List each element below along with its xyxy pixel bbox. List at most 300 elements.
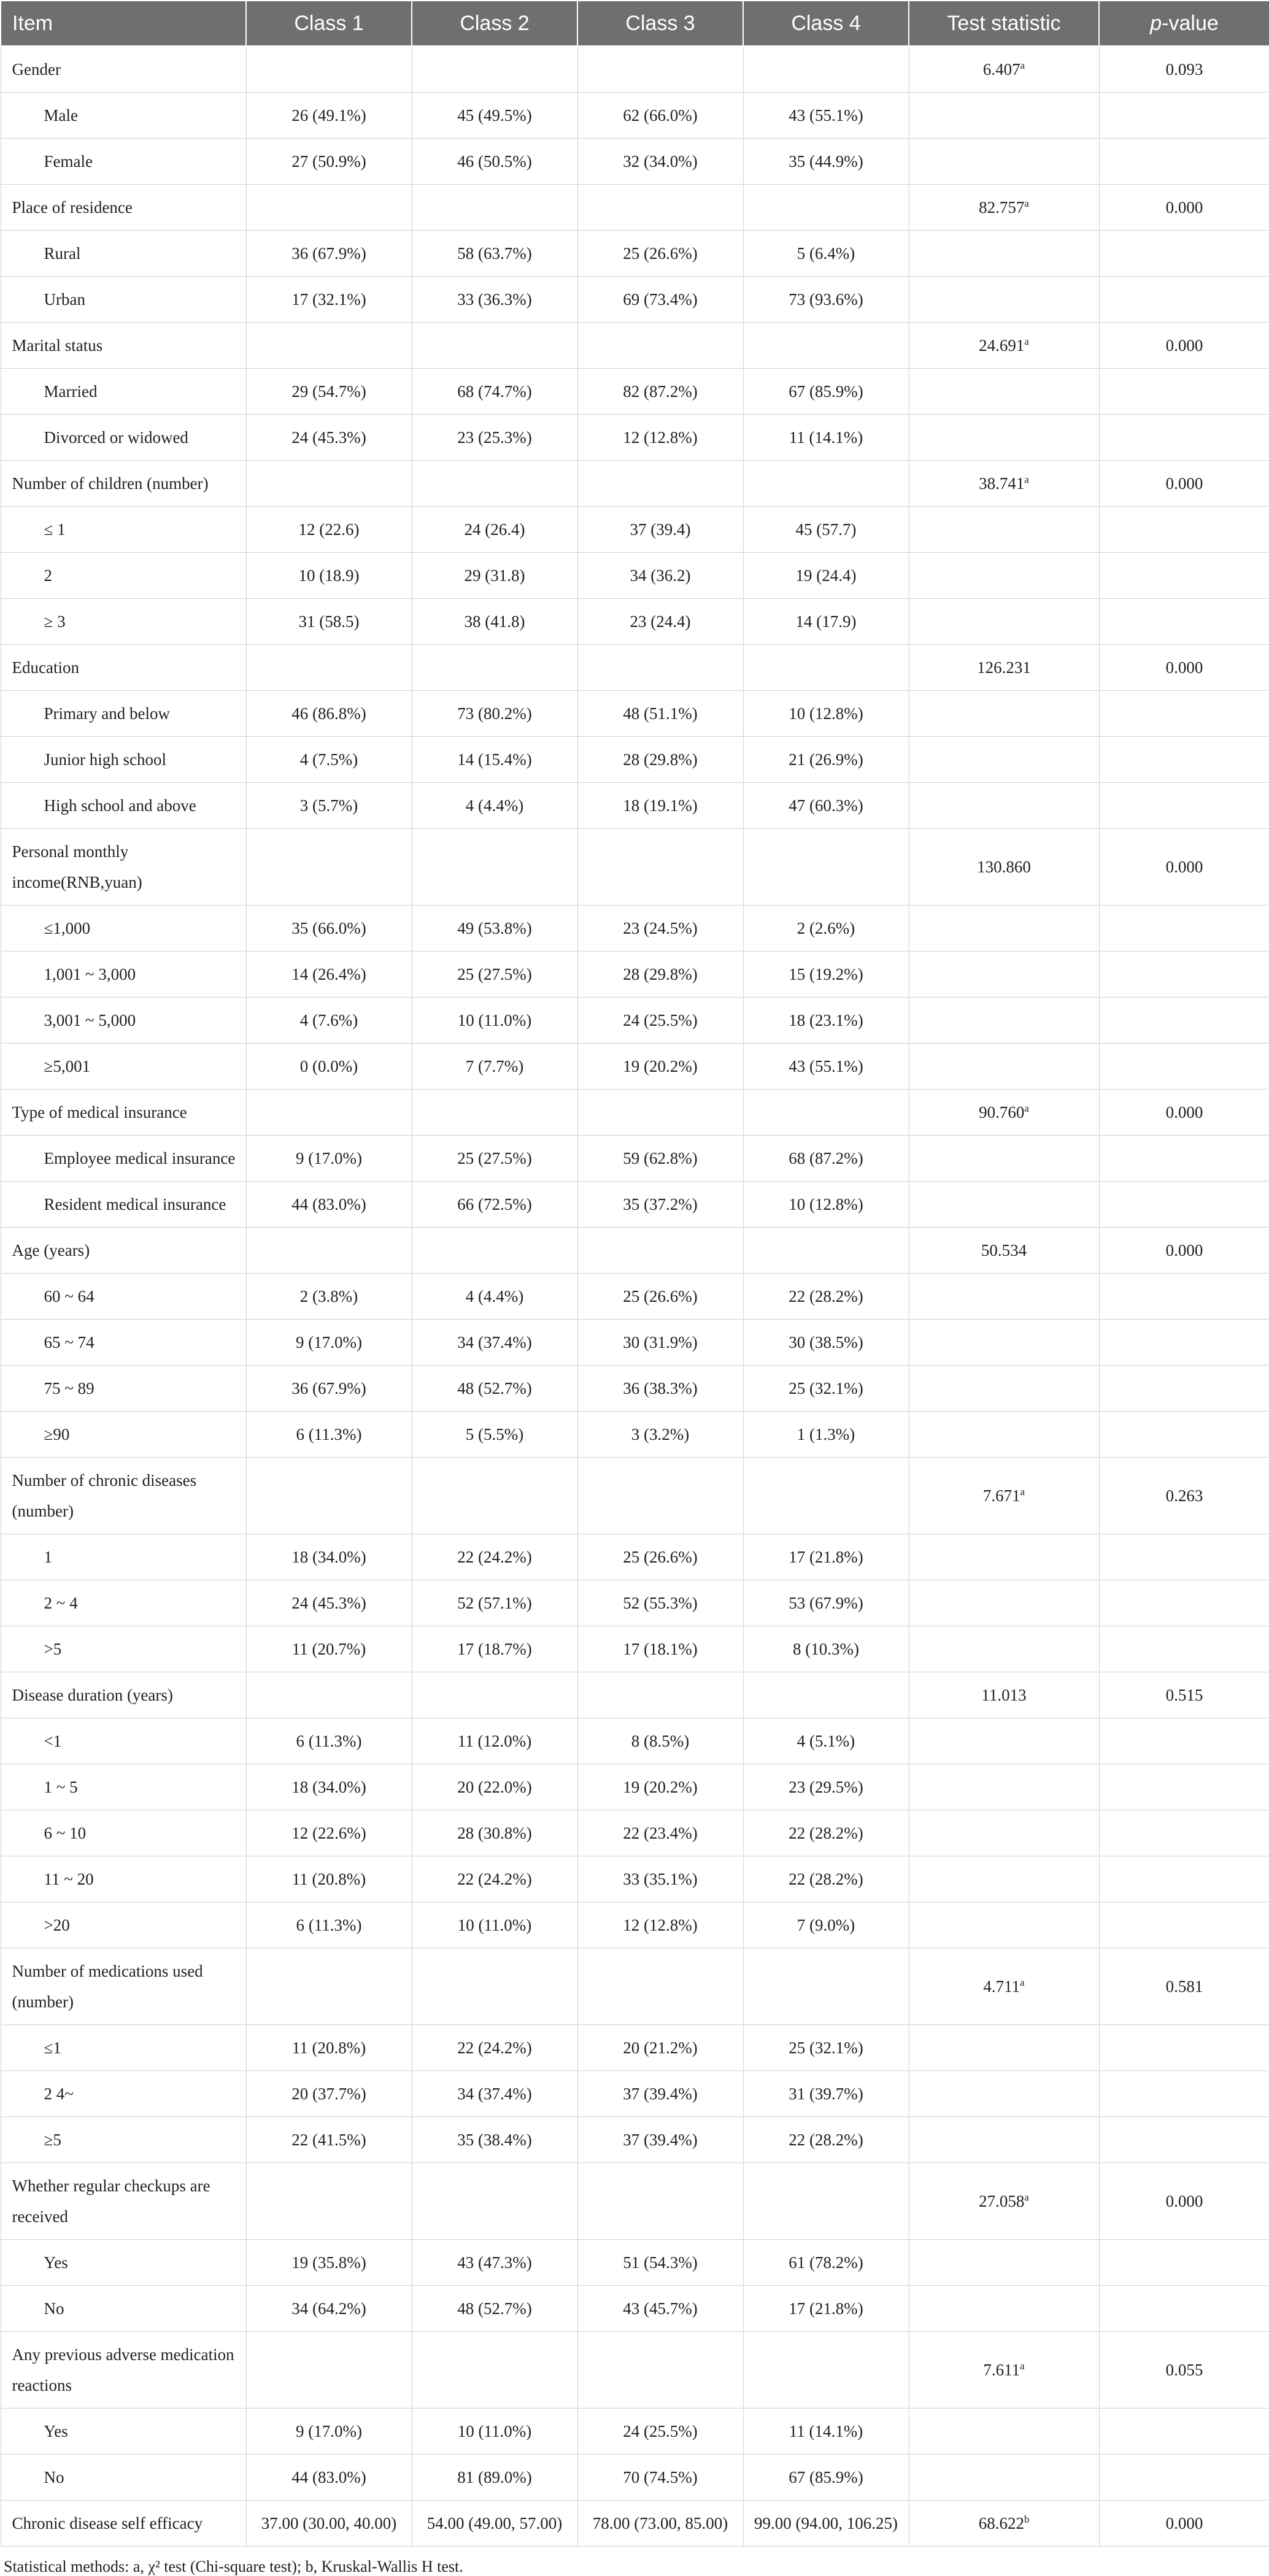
class-4-cell: 43 (55.1%): [743, 1044, 909, 1090]
class-1-cell: 37.00 (30.00, 40.00): [246, 2501, 412, 2547]
class-4-cell: 99.00 (94.00, 106.25): [743, 2501, 909, 2547]
group-label: Marital status: [1, 323, 246, 369]
test-statistic-value: 82.757: [979, 198, 1025, 217]
class-3-cell: 33 (35.1%): [577, 1856, 743, 1902]
class-2-cell: 7 (7.7%): [412, 1044, 577, 1090]
group-label: Personal monthly income(RNB,yuan): [1, 829, 246, 905]
class-4-cell: 10 (12.8%): [743, 691, 909, 737]
group-row: [1, 185, 1269, 231]
test-statistic-value: 38.741: [979, 474, 1025, 493]
empty-cell: [1099, 415, 1269, 461]
empty-cell: [1099, 1718, 1269, 1764]
table-body: [1, 46, 1269, 2547]
class-3-cell: 78.00 (73.00, 85.00): [577, 2501, 743, 2547]
empty-cell: [577, 2332, 743, 2409]
class-2-cell: 14 (15.4%): [412, 737, 577, 783]
empty-cell: [909, 998, 1099, 1044]
class-4-cell: 68 (87.2%): [743, 1136, 909, 1182]
class-4-cell: 15 (19.2%): [743, 952, 909, 998]
test-statistic-superscript: a: [1024, 336, 1029, 347]
group-label: Age (years): [1, 1228, 246, 1274]
class-1-cell: 20 (37.7%): [246, 2071, 412, 2117]
table-row: [1, 2409, 1269, 2455]
class-2-cell: 22 (24.2%): [412, 2025, 577, 2071]
class-3-cell: 36 (38.3%): [577, 1366, 743, 1412]
class-1-cell: 6 (11.3%): [246, 1412, 412, 1458]
table-row: [1, 1412, 1269, 1458]
p-value: 0.000: [1099, 461, 1269, 507]
empty-cell: [412, 1948, 577, 2025]
class-3-cell: 62 (66.0%): [577, 93, 743, 139]
group-row: [1, 1090, 1269, 1136]
header-item: Item: [1, 1, 246, 46]
class-4-cell: 5 (6.4%): [743, 231, 909, 277]
header-class-1: Class 1: [246, 1, 412, 46]
class-4-cell: 22 (28.2%): [743, 2117, 909, 2163]
row-label: Female: [1, 139, 246, 185]
table-row: [1, 2025, 1269, 2071]
class-2-cell: 81 (89.0%): [412, 2455, 577, 2501]
table-row: [1, 1718, 1269, 1764]
class-2-cell: 25 (27.5%): [412, 952, 577, 998]
p-value: 0.000: [1099, 645, 1269, 691]
empty-cell: [909, 1044, 1099, 1090]
class-2-cell: 20 (22.0%): [412, 1764, 577, 1810]
empty-cell: [909, 2455, 1099, 2501]
table-row: [1, 415, 1269, 461]
test-statistic-superscript: b: [1024, 2513, 1030, 2525]
class-3-cell: 82 (87.2%): [577, 369, 743, 415]
class-1-cell: 0 (0.0%): [246, 1044, 412, 1090]
row-label: ≤1: [1, 2025, 246, 2071]
table-row: [1, 1136, 1269, 1182]
row-label: No: [1, 2455, 246, 2501]
test-statistic: [909, 2332, 1099, 2409]
empty-cell: [909, 1534, 1099, 1580]
class-3-cell: 34 (36.2): [577, 553, 743, 599]
class-2-cell: 4 (4.4%): [412, 1274, 577, 1320]
table-row: [1, 1626, 1269, 1672]
group-label: Number of children (number): [1, 461, 246, 507]
class-1-cell: 44 (83.0%): [246, 2455, 412, 2501]
test-statistic-superscript: a: [1020, 2360, 1025, 2372]
table-row: [1, 691, 1269, 737]
row-label: Yes: [1, 2409, 246, 2455]
row-label: Rural: [1, 231, 246, 277]
empty-cell: [909, 507, 1099, 553]
class-3-cell: 35 (37.2%): [577, 1182, 743, 1228]
row-label: Married: [1, 369, 246, 415]
class-1-cell: 29 (54.7%): [246, 369, 412, 415]
table-row: [1, 905, 1269, 952]
class-4-cell: 23 (29.5%): [743, 1764, 909, 1810]
class-1-cell: 36 (67.9%): [246, 1366, 412, 1412]
empty-cell: [909, 2409, 1099, 2455]
p-value: 0.000: [1099, 323, 1269, 369]
class-3-cell: 30 (31.9%): [577, 1320, 743, 1366]
empty-cell: [577, 323, 743, 369]
empty-cell: [909, 1718, 1099, 1764]
test-statistic-superscript: a: [1020, 1486, 1025, 1498]
empty-cell: [1099, 93, 1269, 139]
class-2-cell: 29 (31.8): [412, 553, 577, 599]
row-label: 1,001 ~ 3,000: [1, 952, 246, 998]
empty-cell: [1099, 1274, 1269, 1320]
empty-cell: [1099, 2409, 1269, 2455]
class-1-cell: 4 (7.5%): [246, 737, 412, 783]
empty-cell: [1099, 2025, 1269, 2071]
class-2-cell: 48 (52.7%): [412, 1366, 577, 1412]
group-label: Disease duration (years): [1, 1672, 246, 1718]
empty-cell: [246, 323, 412, 369]
class-4-cell: 25 (32.1%): [743, 1366, 909, 1412]
empty-cell: [246, 2163, 412, 2240]
group-label: Any previous adverse medication reactions: [1, 2332, 246, 2409]
class-1-cell: 10 (18.9): [246, 553, 412, 599]
class-3-cell: 25 (26.6%): [577, 231, 743, 277]
test-statistic-superscript: a: [1024, 474, 1029, 485]
class-2-cell: 58 (63.7%): [412, 231, 577, 277]
empty-cell: [1099, 1182, 1269, 1228]
class-1-cell: 4 (7.6%): [246, 998, 412, 1044]
test-statistic-value: 7.671: [982, 1486, 1020, 1505]
class-1-cell: 36 (67.9%): [246, 231, 412, 277]
row-label: 3,001 ~ 5,000: [1, 998, 246, 1044]
table-row: [1, 599, 1269, 645]
table-header: [1, 1, 1269, 46]
class-4-cell: 2 (2.6%): [743, 905, 909, 952]
empty-cell: [743, 1228, 909, 1274]
class-1-cell: 34 (64.2%): [246, 2286, 412, 2332]
class-1-cell: 27 (50.9%): [246, 139, 412, 185]
empty-cell: [909, 369, 1099, 415]
empty-cell: [743, 461, 909, 507]
empty-cell: [909, 2286, 1099, 2332]
table-row: [1, 998, 1269, 1044]
p-value: 0.000: [1099, 2163, 1269, 2240]
empty-cell: [1099, 1136, 1269, 1182]
group-row: [1, 46, 1269, 93]
empty-cell: [909, 1856, 1099, 1902]
row-label: Employee medical insurance: [1, 1136, 246, 1182]
row-label: ≥90: [1, 1412, 246, 1458]
class-1-cell: 14 (26.4%): [246, 952, 412, 998]
class-2-cell: 68 (74.7%): [412, 369, 577, 415]
empty-cell: [909, 1320, 1099, 1366]
row-label: ≤1,000: [1, 905, 246, 952]
table-row: [1, 277, 1269, 323]
row-label: No: [1, 2286, 246, 2332]
empty-cell: [909, 1626, 1099, 1672]
class-3-cell: 19 (20.2%): [577, 1764, 743, 1810]
class-2-cell: 33 (36.3%): [412, 277, 577, 323]
empty-cell: [1099, 1810, 1269, 1856]
test-statistic-value: 50.534: [981, 1241, 1027, 1259]
empty-cell: [909, 1810, 1099, 1856]
empty-cell: [909, 553, 1099, 599]
table-row: [1, 952, 1269, 998]
empty-cell: [1099, 553, 1269, 599]
empty-cell: [1099, 2117, 1269, 2163]
test-statistic-value: 6.407: [982, 60, 1020, 79]
table-row: [1, 1764, 1269, 1810]
empty-cell: [909, 1366, 1099, 1412]
empty-cell: [412, 185, 577, 231]
empty-cell: [412, 46, 577, 93]
class-2-cell: 11 (12.0%): [412, 1718, 577, 1764]
class-4-cell: 31 (39.7%): [743, 2071, 909, 2117]
empty-cell: [909, 1580, 1099, 1626]
row-label: >20: [1, 1902, 246, 1948]
class-1-cell: 6 (11.3%): [246, 1902, 412, 1948]
test-statistic-value: 24.691: [979, 336, 1025, 355]
class-4-cell: 21 (26.9%): [743, 737, 909, 783]
class-1-cell: 22 (41.5%): [246, 2117, 412, 2163]
header-p-suffix: -value: [1162, 11, 1219, 35]
class-4-cell: 11 (14.1%): [743, 2409, 909, 2455]
class-3-cell: 12 (12.8%): [577, 1902, 743, 1948]
table-row: [1, 2071, 1269, 2117]
class-4-cell: 61 (78.2%): [743, 2240, 909, 2286]
class-4-cell: 11 (14.1%): [743, 415, 909, 461]
empty-cell: [1099, 737, 1269, 783]
self-efficacy-label: Chronic disease self efficacy: [1, 2501, 246, 2547]
empty-cell: [1099, 369, 1269, 415]
row-label: ≥ 3: [1, 599, 246, 645]
row-label: Urban: [1, 277, 246, 323]
class-2-cell: 4 (4.4%): [412, 783, 577, 829]
table-row: [1, 1044, 1269, 1090]
footnote: Statistical methods: a, χ² test (Chi-square test); b, Kruskal-Wallis H test.: [4, 2558, 463, 2575]
class-1-cell: 2 (3.8%): [246, 1274, 412, 1320]
group-label: Type of medical insurance: [1, 1090, 246, 1136]
class-2-cell: 22 (24.2%): [412, 1534, 577, 1580]
group-row: [1, 1458, 1269, 1534]
empty-cell: [909, 93, 1099, 139]
class-3-cell: 28 (29.8%): [577, 737, 743, 783]
test-statistic: [909, 323, 1099, 369]
class-1-cell: 9 (17.0%): [246, 1136, 412, 1182]
empty-cell: [1099, 1902, 1269, 1948]
empty-cell: [909, 2071, 1099, 2117]
class-2-cell: 66 (72.5%): [412, 1182, 577, 1228]
p-value: 0.000: [1099, 829, 1269, 905]
test-statistic: [909, 645, 1099, 691]
empty-cell: [246, 645, 412, 691]
header-p-letter: p: [1150, 11, 1162, 35]
table-row: [1, 1320, 1269, 1366]
class-3-cell: 37 (39.4%): [577, 2071, 743, 2117]
class-1-cell: 12 (22.6): [246, 507, 412, 553]
test-statistic-value: 4.711: [983, 1977, 1020, 1996]
class-1-cell: 11 (20.8%): [246, 1856, 412, 1902]
empty-cell: [412, 1672, 577, 1718]
row-label: 6 ~ 10: [1, 1810, 246, 1856]
class-2-cell: 52 (57.1%): [412, 1580, 577, 1626]
row-label: 75 ~ 89: [1, 1366, 246, 1412]
class-2-cell: 5 (5.5%): [412, 1412, 577, 1458]
table-row: [1, 1580, 1269, 1626]
row-label: 1: [1, 1534, 246, 1580]
empty-cell: [909, 599, 1099, 645]
p-value: 0.263: [1099, 1458, 1269, 1534]
class-1-cell: 26 (49.1%): [246, 93, 412, 139]
empty-cell: [909, 2025, 1099, 2071]
class-3-cell: 32 (34.0%): [577, 139, 743, 185]
empty-cell: [743, 1090, 909, 1136]
class-3-cell: 24 (25.5%): [577, 998, 743, 1044]
class-1-cell: 19 (35.8%): [246, 2240, 412, 2286]
empty-cell: [1099, 1320, 1269, 1366]
empty-cell: [1099, 2455, 1269, 2501]
table-row: [1, 369, 1269, 415]
class-3-cell: 17 (18.1%): [577, 1626, 743, 1672]
class-3-cell: 3 (3.2%): [577, 1412, 743, 1458]
class-1-cell: 18 (34.0%): [246, 1534, 412, 1580]
test-statistic-superscript: a: [1020, 60, 1025, 71]
class-3-cell: 70 (74.5%): [577, 2455, 743, 2501]
test-statistic-value: 130.860: [977, 858, 1031, 876]
empty-cell: [1099, 599, 1269, 645]
group-label: Number of chronic diseases (number): [1, 1458, 246, 1534]
empty-cell: [743, 829, 909, 905]
empty-cell: [246, 1458, 412, 1534]
class-3-cell: 37 (39.4): [577, 507, 743, 553]
empty-cell: [577, 185, 743, 231]
header-row: [1, 1, 1269, 46]
class-4-cell: 22 (28.2%): [743, 1856, 909, 1902]
row-label: 1 ~ 5: [1, 1764, 246, 1810]
empty-cell: [246, 185, 412, 231]
class-4-cell: 25 (32.1%): [743, 2025, 909, 2071]
empty-cell: [743, 2163, 909, 2240]
class-3-cell: 22 (23.4%): [577, 1810, 743, 1856]
class-4-cell: 22 (28.2%): [743, 1810, 909, 1856]
class-4-cell: 7 (9.0%): [743, 1902, 909, 1948]
class-3-cell: 52 (55.3%): [577, 1580, 743, 1626]
empty-cell: [1099, 2286, 1269, 2332]
class-2-cell: 73 (80.2%): [412, 691, 577, 737]
class-1-cell: 31 (58.5): [246, 599, 412, 645]
row-label: Yes: [1, 2240, 246, 2286]
class-4-cell: 19 (24.4): [743, 553, 909, 599]
test-statistic-value: 7.611: [983, 2361, 1020, 2379]
group-label: Whether regular checkups are received: [1, 2163, 246, 2240]
table-row: [1, 507, 1269, 553]
test-statistic: [909, 1458, 1099, 1534]
empty-cell: [743, 1458, 909, 1534]
class-1-cell: 6 (11.3%): [246, 1718, 412, 1764]
row-label: ≤ 1: [1, 507, 246, 553]
test-statistic: [909, 1090, 1099, 1136]
class-1-cell: 46 (86.8%): [246, 691, 412, 737]
group-label: Number of medications used (number): [1, 1948, 246, 2025]
class-4-cell: 17 (21.8%): [743, 2286, 909, 2332]
class-2-cell: 17 (18.7%): [412, 1626, 577, 1672]
table-row: [1, 1856, 1269, 1902]
group-label: Education: [1, 645, 246, 691]
empty-cell: [1099, 952, 1269, 998]
empty-cell: [909, 691, 1099, 737]
class-1-cell: 35 (66.0%): [246, 905, 412, 952]
test-statistic-superscript: a: [1020, 1977, 1025, 1988]
row-label: Primary and below: [1, 691, 246, 737]
table-row: [1, 139, 1269, 185]
empty-cell: [246, 461, 412, 507]
group-row: [1, 1948, 1269, 2025]
row-label: <1: [1, 1718, 246, 1764]
class-2-cell: 34 (37.4%): [412, 1320, 577, 1366]
class-3-cell: 59 (62.8%): [577, 1136, 743, 1182]
table-row: [1, 1902, 1269, 1948]
class-2-cell: 35 (38.4%): [412, 2117, 577, 2163]
row-label: 2 ~ 4: [1, 1580, 246, 1626]
test-statistic: [909, 461, 1099, 507]
class-2-cell: 22 (24.2%): [412, 1856, 577, 1902]
class-2-cell: 10 (11.0%): [412, 1902, 577, 1948]
row-label: 2 4~: [1, 2071, 246, 2117]
group-row: [1, 829, 1269, 905]
class-1-cell: 11 (20.7%): [246, 1626, 412, 1672]
class-3-cell: 69 (73.4%): [577, 277, 743, 323]
empty-cell: [1099, 2240, 1269, 2286]
row-label: >5: [1, 1626, 246, 1672]
class-4-cell: 35 (44.9%): [743, 139, 909, 185]
empty-cell: [1099, 1580, 1269, 1626]
class-2-cell: 43 (47.3%): [412, 2240, 577, 2286]
row-label: Male: [1, 93, 246, 139]
empty-cell: [246, 829, 412, 905]
class-3-cell: 48 (51.1%): [577, 691, 743, 737]
empty-cell: [577, 645, 743, 691]
empty-cell: [412, 2163, 577, 2240]
class-4-cell: 1 (1.3%): [743, 1412, 909, 1458]
class-2-cell: 34 (37.4%): [412, 2071, 577, 2117]
row-label: Junior high school: [1, 737, 246, 783]
class-4-cell: 18 (23.1%): [743, 998, 909, 1044]
class-4-cell: 4 (5.1%): [743, 1718, 909, 1764]
self-efficacy-row: [1, 2501, 1269, 2547]
test-statistic: [909, 1948, 1099, 2025]
table-row: [1, 2455, 1269, 2501]
test-statistic-superscript: a: [1024, 1102, 1029, 1114]
class-1-cell: 44 (83.0%): [246, 1182, 412, 1228]
class-2-cell: 46 (50.5%): [412, 139, 577, 185]
class-3-cell: 51 (54.3%): [577, 2240, 743, 2286]
empty-cell: [909, 2240, 1099, 2286]
empty-cell: [909, 231, 1099, 277]
class-3-cell: 12 (12.8%): [577, 415, 743, 461]
group-label: Place of residence: [1, 185, 246, 231]
row-label: 65 ~ 74: [1, 1320, 246, 1366]
table-row: [1, 1182, 1269, 1228]
empty-cell: [909, 1182, 1099, 1228]
class-4-cell: 67 (85.9%): [743, 369, 909, 415]
class-4-cell: 14 (17.9): [743, 599, 909, 645]
empty-cell: [743, 1672, 909, 1718]
test-statistic: [909, 829, 1099, 905]
class-4-cell: 53 (67.9%): [743, 1580, 909, 1626]
table-row: [1, 231, 1269, 277]
class-3-cell: 43 (45.7%): [577, 2286, 743, 2332]
table-row: [1, 783, 1269, 829]
group-row: [1, 645, 1269, 691]
empty-cell: [577, 1672, 743, 1718]
empty-cell: [412, 829, 577, 905]
empty-cell: [412, 461, 577, 507]
class-4-cell: 22 (28.2%): [743, 1274, 909, 1320]
header-p-value: [1099, 1, 1269, 46]
